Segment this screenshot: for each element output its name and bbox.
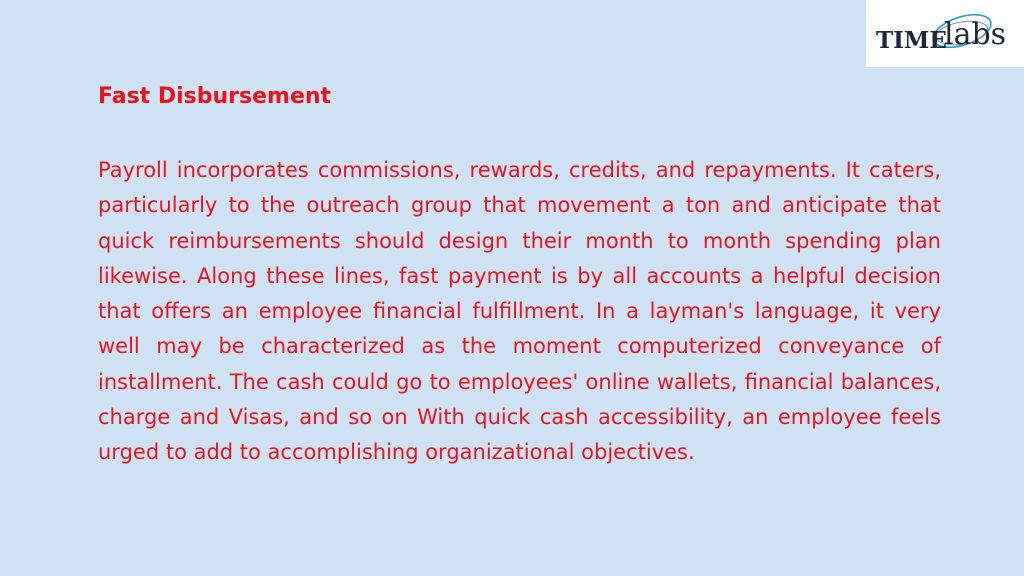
section-heading: Fast Disbursement — [98, 84, 332, 109]
timelabs-logo — [866, 0, 1024, 67]
logo-text-labs: labs — [944, 17, 1007, 52]
logo-text-time: TIME — [876, 27, 947, 54]
logo-graphic — [866, 0, 1024, 67]
body-paragraph: Payroll incorporates commissions, rewards, credits, and repayments. It caters, particularly to the outreach group that movement a ton and anticipate that quick reimbursements should design their month to month spending plan likewise. Along these lines, fast payment is by all accounts a helpful decision that offers an employee financial fulfillment. In a layman's language, it very well may be characterized as the moment computerized conveyance of installment. The cash could go to employees' online wallets, financial balances, charge and Visas, and so on With quick cash accessibility, an employee feels urged to add to accomplishing organizational objectives. — [98, 158, 941, 465]
